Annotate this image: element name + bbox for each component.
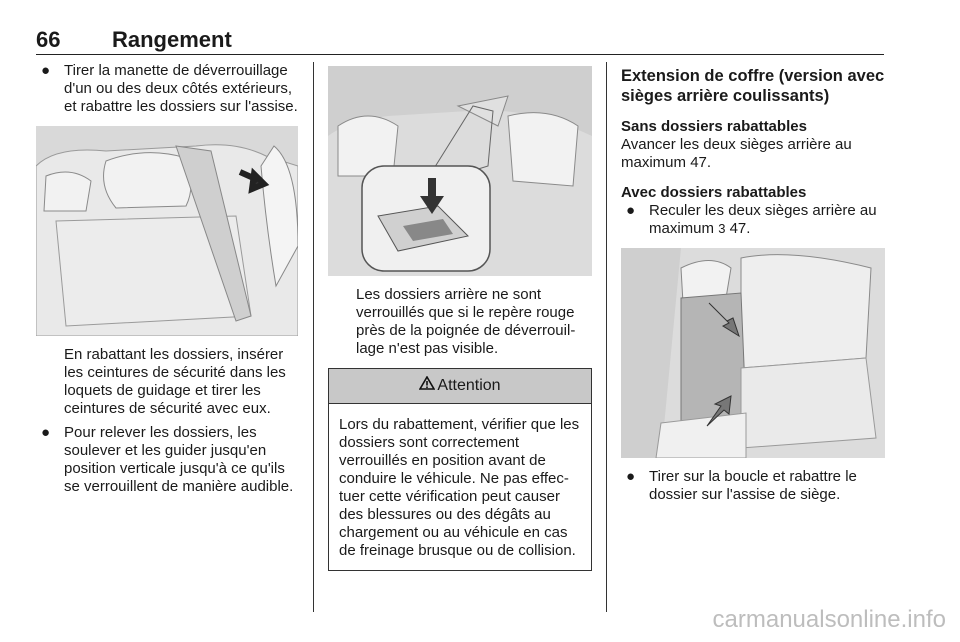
bullet-text: Reculer les deux sièges arrière au maximum: [649, 202, 877, 237]
section-heading: Extension de coffre (version avec sièges arrière coulissants): [621, 67, 885, 105]
release-handle-detail-illustration: [328, 66, 592, 276]
body-text: [621, 136, 887, 172]
sliding-rear-seats-illustration: [621, 248, 885, 458]
column-3: [621, 62, 887, 510]
bullet-text: Tirer sur la boucle et rabattre le dossier sur l'assise de siège.: [649, 468, 857, 503]
column-divider-2: [606, 62, 607, 612]
subheading-without-folding: Sans dossiers rabattables: [621, 118, 807, 135]
subheading-with-folding: Avec dossiers rabattables: [621, 184, 807, 201]
warning-header: [329, 369, 591, 404]
body-text-content: Avancer les deux sièges arrière au maximum: [621, 136, 852, 171]
bullet-dot: ●: [41, 424, 51, 441]
bullet-dot: ●: [41, 62, 51, 79]
watermark: carmanualsonline.info: [712, 606, 946, 633]
bullet-dot: ●: [626, 468, 636, 485]
warning-box: [328, 368, 592, 571]
note-text: En rabattant les dossiers, insérer les ceintures de sécurité dans les loquets de guidage et tirer les ceintures de sécurité avec eux.: [64, 346, 286, 417]
bullet-dot: ●: [626, 202, 636, 219]
warning-text: Lors du rabattement, vérifier que les dossiers sont correctement verrouillés en position avant de conduire le véhicule. Ne pas effectuer cette vérification peut causer des blessures ou des dégâts au chargement ou au véhicule en cas de freinage brusque ou de collision.: [339, 416, 580, 559]
page-ref-number: 47.: [690, 154, 712, 171]
column-divider-1: [313, 62, 314, 612]
column-2: [328, 62, 592, 571]
page-number: 66: [36, 27, 61, 52]
page-ref-number: 47.: [729, 220, 751, 237]
rear-seat-release-illustration: [36, 126, 298, 336]
list-item: [36, 424, 298, 496]
bullet-text: Pour relever les dossiers, les soulever et les guider jusqu'en position verticale jusqu'à ce qu'ils se verrouillent de manière audible.: [64, 424, 294, 495]
warning-triangle-icon: [419, 369, 435, 403]
page-header: [36, 24, 884, 55]
note-text: Les dossiers arrière ne sont verrouillés que si le repère rouge près de la poignée de déverrouillage n'est pas visible.: [356, 286, 576, 357]
column-1: [36, 62, 298, 502]
page-title: Rangement: [112, 27, 232, 52]
page-ref-arrow-icon: 3: [718, 221, 726, 236]
warning-title: Attention: [437, 377, 501, 395]
bullet-text: Tirer la manette de déverrouillage d'un ou des deux côtés extérieurs, et rabattre les dossiers sur l'assise.: [64, 62, 298, 115]
list-item: [621, 468, 887, 504]
list-item: [621, 202, 887, 238]
list-item: [36, 62, 298, 116]
